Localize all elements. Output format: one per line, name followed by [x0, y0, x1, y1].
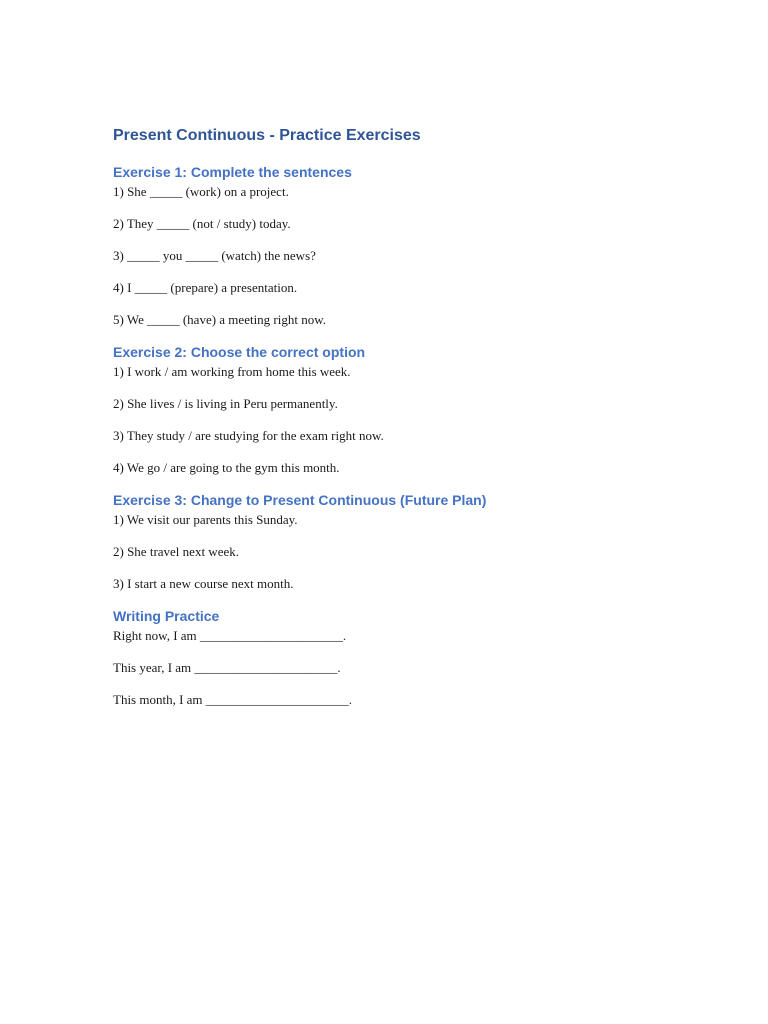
exercise-2-item: 2) She lives / is living in Peru permanently. [113, 396, 338, 411]
exercise-2-item: 4) We go / are going to the gym this month. [113, 460, 340, 475]
writing-practice-section [113, 606, 673, 708]
exercise-2-item: 3) They study / are studying for the exam right now. [113, 428, 384, 443]
exercise-1-section [113, 162, 673, 328]
exercise-3-section [113, 490, 673, 592]
exercise-1-item: 5) We _____ (have) a meeting right now. [113, 312, 327, 327]
exercise-2-item: 1) I work / am working from home this week. [113, 364, 351, 379]
writing-practice-item: Right now, I am ______________________. [113, 628, 347, 643]
exercise-3-item: 2) She travel next week. [113, 544, 239, 559]
exercise-1-item: 4) I _____ (prepare) a presentation. [113, 280, 298, 295]
exercise-3-item: 3) I start a new course next month. [113, 576, 294, 591]
exercise-2-heading: Exercise 2: Choose the correct option [113, 344, 366, 360]
writing-practice-heading: Writing Practice [113, 608, 220, 624]
exercise-3-heading: Exercise 3: Change to Present Continuous (Future Plan) [113, 492, 487, 508]
exercise-1-item: 2) They _____ (not / study) today. [113, 216, 291, 231]
exercise-1-heading: Exercise 1: Complete the sentences [113, 164, 352, 180]
writing-practice-item: This month, I am ______________________. [113, 692, 353, 707]
exercise-1-item: 3) _____ you _____ (watch) the news? [113, 248, 316, 263]
document-title: Present Continuous - Practice Exercises [113, 127, 421, 144]
exercise-1-item: 1) She _____ (work) on a project. [113, 184, 289, 199]
document-page [113, 124, 673, 708]
writing-practice-item: This year, I am ______________________. [113, 660, 341, 675]
exercise-3-item: 1) We visit our parents this Sunday. [113, 512, 298, 527]
exercise-2-section [113, 342, 673, 476]
